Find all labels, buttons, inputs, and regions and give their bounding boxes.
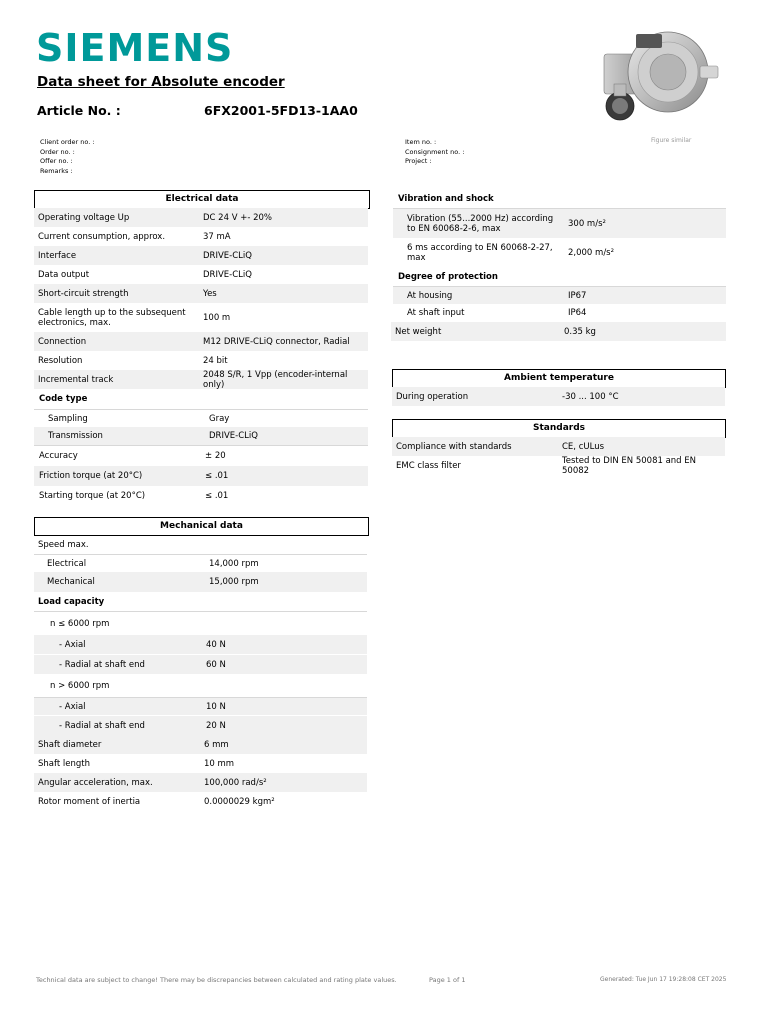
- subheading-code-type: Code type: [39, 394, 88, 404]
- electrical-data-table: [34, 208, 368, 505]
- meta-project: Project :: [405, 157, 432, 166]
- table-row: Incremental track 2048 S/R, 1 Vpp (encoder-internal only): [34, 370, 368, 389]
- subheading-load-capacity: Load capacity: [38, 596, 105, 607]
- table-row: - Axial 40 N: [34, 635, 367, 654]
- table-row: Sampling Gray: [34, 409, 368, 427]
- meta-remarks: Remarks :: [40, 166, 73, 175]
- footer-page-number: Page 1 of 1: [429, 976, 466, 984]
- document-title: Data sheet for Absolute encoder: [37, 74, 285, 90]
- subheading-high-speed: n > 6000 rpm: [50, 680, 110, 691]
- table-row: Compliance with standards CE, cULus: [392, 437, 725, 456]
- table-row: At shaft input IP64: [407, 308, 587, 318]
- table-row: Resolution 24 bit: [38, 355, 228, 366]
- table-row: - Axial 10 N: [34, 697, 367, 715]
- footer-disclaimer: Technical data are subject to change! There may be discrepancies between calculated and rating plate values.: [36, 976, 397, 984]
- article-number: 6FX2001-5FD13-1AA0: [204, 103, 358, 118]
- encoder-product-image: [596, 26, 722, 126]
- table-row: Current consumption, approx. 37 mA: [38, 231, 231, 242]
- table-row: Short-circuit strength Yes: [34, 284, 368, 303]
- meta-left: [40, 138, 95, 176]
- table-row: Data output DRIVE-CLiQ: [38, 269, 252, 280]
- ambient-table: [392, 387, 725, 406]
- table-row: During operation -30 ... 100 °C: [392, 387, 725, 406]
- table-row: Shaft diameter 6 mm: [34, 735, 367, 754]
- table-row: Transmission DRIVE-CLiQ: [34, 427, 368, 445]
- table-row: - Radial at shaft end 60 N: [34, 655, 367, 674]
- table-row: Angular acceleration, max. 100,000 rad/s²: [34, 773, 367, 792]
- meta-order-no: Order no. :: [40, 147, 75, 156]
- standards-table: [392, 437, 725, 475]
- table-row: At housing IP67: [393, 286, 726, 304]
- section-electrical-data: Electrical data: [34, 190, 370, 209]
- mechanical-data-table: [34, 535, 367, 811]
- table-row: Accuracy ± 20: [34, 445, 368, 466]
- subheading-vibration: Vibration and shock: [398, 194, 494, 204]
- vibration-protection-table: [393, 190, 726, 322]
- footer-generated: Generated: Tue Jun 17 19:28:08 CET 2025: [600, 976, 727, 983]
- meta-consignment-no: Consignment no. :: [405, 147, 465, 156]
- table-row: Electrical 14,000 rpm: [34, 554, 367, 572]
- subheading-low-speed: n ≤ 6000 rpm: [34, 611, 367, 635]
- table-row: Shaft length 10 mm: [38, 758, 235, 769]
- table-row: Connection M12 DRIVE-CLiQ connector, Radial: [34, 332, 368, 351]
- table-row: Interface DRIVE-CLiQ: [34, 246, 368, 265]
- article-label: Article No. :: [37, 103, 121, 118]
- table-row: EMC class filter Tested to DIN EN 50081 and EN 50082: [396, 455, 697, 476]
- subheading-protection: Degree of protection: [398, 272, 498, 282]
- table-row: Friction torque (at 20°C) ≤ .01: [34, 466, 368, 486]
- meta-item-no: Item no. :: [405, 138, 437, 146]
- section-mechanical-data: Mechanical data: [34, 517, 369, 536]
- table-row: 6 ms according to EN 60068-2-27, max 2,000 m/s²: [407, 243, 615, 263]
- table-row: Cable length up to the subsequent electronics, max. 100 m: [38, 307, 231, 328]
- table-row: Vibration (55...2000 Hz) according to EN 60068-2-6, max 300 m/s²: [393, 208, 726, 238]
- section-ambient-temperature: Ambient temperature: [392, 369, 726, 388]
- section-standards: Standards: [392, 419, 726, 438]
- table-row: Mechanical 15,000 rpm: [34, 572, 367, 592]
- meta-client-order: Client order no. :: [40, 138, 95, 146]
- siemens-logo: SIEMENS: [36, 26, 234, 70]
- meta-offer-no: Offer no. :: [40, 157, 73, 166]
- table-row: Starting torque (at 20°C) ≤ .01: [39, 490, 229, 501]
- subheading-speed: Speed max.: [38, 539, 89, 550]
- table-row: Rotor moment of inertia 0.0000029 kgm²: [38, 796, 275, 807]
- table-row: - Radial at shaft end 20 N: [34, 716, 367, 735]
- table-row: Net weight 0.35 kg: [391, 322, 726, 341]
- figure-similar-note: Figure similar: [651, 137, 692, 144]
- net-weight-table: [391, 322, 726, 341]
- meta-right: [405, 138, 464, 167]
- table-row: Operating voltage Up DC 24 V +- 20%: [34, 208, 368, 227]
